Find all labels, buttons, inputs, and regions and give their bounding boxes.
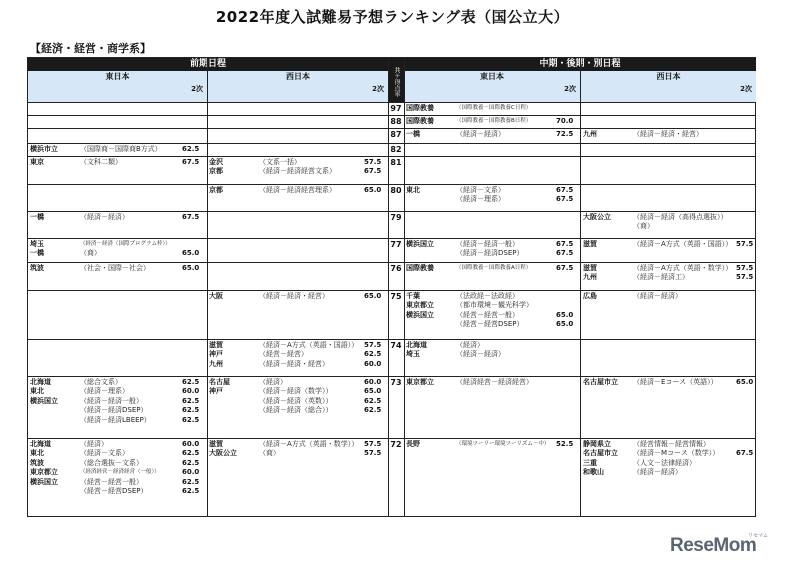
header-chuki: 中期・後期・別日程 [404,58,756,71]
deviation-value: 57.5 [364,341,382,349]
university-name: 東京都立 [30,468,58,477]
university-name: 神戸 [209,387,223,396]
entry-line [406,249,574,258]
department-name: （経済－Eコース（英語）） [633,378,718,386]
entry-line [406,292,574,301]
header-chuki-west [581,71,756,102]
deviation-value: 57.5 [736,273,754,282]
entry-line [209,167,382,176]
deviation-value: 65.0 [364,387,382,396]
entry-line [583,459,754,468]
entry-line [30,213,200,222]
department-name: （経済－経済・経営） [259,359,329,368]
ranking-table [27,57,756,517]
point-label: 82 [390,145,402,154]
university-name: 大阪公立 [583,213,611,221]
entry-line [30,264,200,273]
point-label: 80 [390,186,402,195]
deviation-value: 52.5 [556,440,574,448]
university-name: 京都 [209,167,223,176]
point-label: 79 [390,213,402,222]
entry-line [583,222,754,231]
university-name: 滋賀 [209,440,223,448]
department-name: （経済－経済経営文系） [259,167,336,176]
header-chuki-east [404,71,580,102]
entry-line [209,292,382,301]
department-name: （国際教養－国際教養A日程） [456,265,532,271]
deviation-value: 57.5 [364,449,382,458]
department-name: （商） [80,249,101,258]
department-name: （文科二類） [80,158,122,166]
university-name: 筑波 [30,264,44,272]
deviation-value: 65.0 [182,264,200,272]
university-name: 国際教養 [406,104,434,112]
department-name: （経済－経済） [633,468,682,477]
department-name: （経済－経済DSEP） [80,406,148,415]
department-name: （経済－経済一般） [456,240,519,248]
deviation-value: 62.5 [182,458,200,467]
university-name: 一橋 [406,130,420,138]
header-zenki-west [208,71,388,102]
label-niji: 2次 [564,85,576,93]
department-name: （経済－経済一般） [80,396,143,405]
deviation-value: 67.5 [556,249,574,258]
entry-line [209,158,382,167]
entry-line [406,311,574,320]
university-name: 北海道 [406,341,427,349]
deviation-value: 67.5 [736,449,754,458]
department-name: （都市環境－観光科学） [456,301,533,310]
label-niji: 2次 [740,85,752,93]
department-name: （文系一括） [259,158,301,166]
department-name: （経済－経済（高得点選抜）） [633,213,728,221]
university-name: 国際教養 [406,264,434,272]
point-label: 74 [390,341,402,350]
entry-line [30,406,200,415]
university-name: 国際教養 [406,117,434,125]
entry-line [30,478,200,487]
university-name: 一橋 [30,213,44,221]
entry-line [406,320,574,329]
department-name: （経済－経済） [456,350,505,359]
entry-line [30,378,200,387]
university-name: 大阪 [209,292,223,300]
department-name: （経済経営－経済経営（一般）） [80,469,160,476]
entry-line [406,264,574,273]
entry-line [406,186,574,195]
entry-line [30,158,200,167]
department-name: （経済－経済（英数）） [259,396,333,405]
department-name: （経済－経済） [80,213,129,221]
university-name: 長野 [406,440,420,448]
entry-line [406,440,574,449]
deviation-value: 62.5 [182,378,200,386]
deviation-value: 67.5 [556,240,574,248]
entry-line [30,240,200,249]
page-title: 2022年度入試難易予想ランキング表（国公立大） [215,8,570,26]
entry-line [30,249,200,258]
deviation-value: 65.0 [364,186,382,194]
entry-line [30,440,200,449]
point-label: 97 [390,104,402,113]
university-name: 九州 [209,359,223,368]
university-name: 広島 [583,292,597,300]
department-name: （商） [633,222,654,231]
entry-line [30,145,200,154]
deviation-value: 67.5 [556,195,574,204]
department-name: （経済） [456,341,484,349]
deviation-value: 62.5 [182,396,200,405]
department-name: （経済－経済（国際プログラム枠）） [80,241,171,247]
department-name: （経済－経済LBEEP） [80,415,151,424]
deviation-value: 62.5 [364,350,382,359]
department-name: （経済） [259,378,287,386]
department-name: （経済－A方式（英語・数学）） [633,264,733,272]
deviation-value: 67.5 [364,167,382,176]
entry-line [406,240,574,249]
point-label: 88 [390,117,402,126]
entry-line [406,341,574,350]
deviation-value: 65.0 [182,249,200,258]
department-name: （国際教養－国際教養B日程） [456,118,532,124]
entry-line [583,240,754,249]
entry-line [406,130,574,139]
department-name: （国際商－国際商B方式） [80,145,162,153]
entry-line [209,449,382,458]
department-name: （経営－経営DSEP） [456,320,524,329]
label-niji: 2次 [372,85,384,93]
department-name: （法政経－法政経） [456,292,519,300]
entry-line [406,350,574,359]
deviation-value: 62.5 [182,487,200,495]
deviation-value: 67.5 [556,186,574,194]
entry-line [583,468,754,477]
entry-line [583,264,754,273]
point-label: 72 [390,440,402,449]
entry-line [406,117,574,126]
university-name: 静岡県立 [583,440,611,448]
resemom-logo: ReseMom [670,535,757,556]
entry-line [209,406,382,415]
university-name: 金沢 [209,158,223,166]
resemom-logo-sub: リセマム [748,533,768,539]
department-name: （経営情報－経営情報） [633,440,710,448]
label-niji: 2次 [191,85,203,93]
entry-line [583,273,754,282]
university-name: 横浜国立 [406,310,434,319]
deviation-value: 65.0 [364,292,382,300]
entry-line [583,292,754,301]
university-name: 九州 [583,273,597,282]
department-name: （経済－経済） [456,130,505,138]
department-name: （経済－文系） [80,449,129,458]
header-points: 共テ得点率 [388,58,404,102]
deviation-value: 60.0 [364,359,382,368]
deviation-value: 62.5 [182,449,200,458]
university-name: 横浜国立 [30,477,58,486]
university-name: 東北 [30,387,44,396]
entry-line [406,378,574,387]
deviation-value: 57.5 [736,240,754,248]
department-name: （経済－経済DSEP） [456,249,524,258]
deviation-value: 62.5 [182,477,200,486]
entry-line [30,468,200,477]
university-name: 名古屋 [209,378,230,386]
department-name: （経営－経営） [259,350,308,359]
department-name: （経済） [80,440,108,448]
department-name: （経済－経済（数学）） [259,387,333,396]
entry-line [209,440,382,449]
entry-line [209,360,382,369]
deviation-value: 62.5 [364,396,382,405]
header-zenki: 前期日程 [28,58,388,71]
deviation-value: 62.5 [182,415,200,424]
department-name: （環境ツーリー環境ツーリズム－中） [456,441,550,447]
university-name: 名古屋市立 [583,449,618,458]
department-name: （経済－A方式（英語・国語）） [259,341,359,349]
department-name: （国際教養－国際教養C日程） [456,105,532,111]
label-west: 西日本 [656,72,681,81]
point-label: 75 [390,292,402,301]
department-name: （経済－経済・経営） [259,292,329,300]
entry-line [30,416,200,425]
entry-line [583,213,754,222]
deviation-value: 62.5 [182,406,200,415]
deviation-value: 65.0 [556,310,574,319]
entry-line [30,487,200,496]
entry-line [583,440,754,449]
point-label: 76 [390,264,402,273]
point-label: 77 [390,240,402,249]
university-name: 滋賀 [583,240,597,248]
entry-line [209,341,382,350]
point-label: 87 [390,130,402,139]
university-name: 横浜国立 [30,396,58,405]
entry-line [406,195,574,204]
department-name: （経営－経営一般） [80,477,143,486]
department-name: （商） [259,449,280,458]
department-name: （経済－A方式（英語・数学）） [259,440,359,448]
university-name: 滋賀 [583,264,597,272]
department-name: （人文－法律経済） [633,458,696,467]
section-heading: 【経済・経営・商学系】 [30,42,151,55]
entry-line [583,449,754,458]
university-name: 北海道 [30,440,51,448]
entry-line [209,387,382,396]
entry-line [209,350,382,359]
university-name: 筑波 [30,458,44,467]
university-name: 名古屋市立 [583,378,618,386]
deviation-value: 72.5 [556,130,574,138]
university-name: 東北 [406,186,420,194]
department-name: （経営－経営一般） [456,310,519,319]
university-name: 東京都立 [406,301,434,310]
department-name: （経済－経済（総合）） [259,406,333,415]
university-name: 東北 [30,449,44,458]
department-name: （総合文系） [80,378,122,386]
department-name: （社会・国際－社会） [80,264,150,272]
department-name: （経済－理系） [456,195,505,204]
university-name: 一橋 [30,249,44,258]
entry-line [583,378,754,387]
deviation-value: 62.5 [364,406,382,415]
deviation-value: 57.5 [364,158,382,166]
department-name: （総合選抜－文系） [80,458,143,467]
department-name: （経済－経済経営理系） [259,186,336,194]
university-name: 埼玉 [30,240,44,248]
department-name: （経済－文系） [456,186,505,194]
entry-line [209,186,382,195]
deviation-value: 60.0 [182,468,200,477]
university-name: 横浜市立 [30,145,58,153]
university-name: 滋賀 [209,341,223,349]
entry-line [406,104,574,113]
deviation-value: 60.0 [182,440,200,448]
deviation-value: 70.0 [556,117,574,125]
university-name: 大阪公立 [209,449,237,458]
university-name: 千葉 [406,292,420,300]
department-name: （経営－経営DSEP） [80,487,148,495]
department-name: （経済－理系） [80,387,129,396]
point-label: 81 [390,158,402,167]
deviation-value: 67.5 [182,213,200,221]
deviation-value: 67.5 [556,264,574,272]
label-east: 東日本 [480,72,504,81]
department-name: （経済－経済） [633,292,682,300]
university-name: 和歌山 [583,468,604,477]
entry-line [30,397,200,406]
entry-line [209,378,382,387]
entry-line [583,130,754,139]
university-name: 京都 [209,186,223,194]
entry-line [406,301,574,310]
university-name: 埼玉 [406,350,420,359]
deviation-value: 65.0 [556,320,574,329]
deviation-value: 60.0 [182,387,200,396]
department-name: （経済－経済工） [633,273,689,282]
point-label: 73 [390,378,402,387]
deviation-value: 67.5 [182,158,200,166]
department-name: （経済－A方式（英語・国語）） [633,240,733,248]
university-name: 九州 [583,130,597,138]
label-west: 西日本 [286,72,310,81]
department-name: （経済－Mコース（数学）） [633,449,720,458]
university-name: 東京都立 [406,378,434,386]
entry-line [30,459,200,468]
deviation-value: 57.5 [736,264,754,272]
department-name: （経済経営－経済経営） [456,378,533,386]
entry-line [30,387,200,396]
university-name: 神戸 [209,350,223,359]
department-name: （経済－経済・経営） [633,130,703,138]
entry-line [209,397,382,406]
deviation-value: 60.0 [364,378,382,386]
university-name: 北海道 [30,378,51,386]
university-name: 東京 [30,158,44,166]
university-name: 三重 [583,458,597,467]
deviation-value: 62.5 [182,145,200,153]
university-name: 横浜国立 [406,240,434,248]
deviation-value: 65.0 [736,378,754,386]
entry-line [30,449,200,458]
deviation-value: 57.5 [364,440,382,448]
label-east: 東日本 [105,72,130,81]
header-zenki-east [28,71,207,102]
